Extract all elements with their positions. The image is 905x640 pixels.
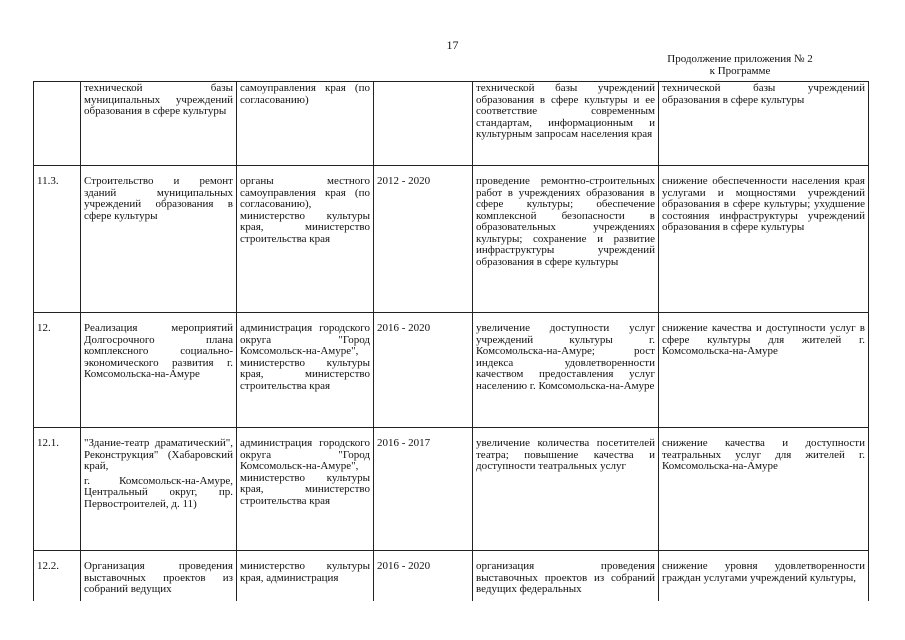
period: 2016 - 2020	[374, 313, 473, 428]
row-number: 12.1.	[34, 428, 81, 551]
expected-result: увеличение доступности услуг учреждений культуры г. Комсомольска-на-Амуре; рост индекса удовлетворенности качеством предоставления услуг населению г. Комсомольска-на-Амуре	[473, 313, 659, 428]
consequence: снижение качества и доступности услуг в сфере культуры для жителей г. Комсомольска-на-Амуре	[659, 313, 869, 428]
activity-name	[81, 428, 237, 551]
program-table	[33, 81, 869, 601]
appendix-continuation-note	[640, 53, 840, 77]
consequence: технической базы учреждений образования в сфере культуры	[659, 82, 869, 166]
row-number: 12.	[34, 313, 81, 428]
activity-name: Строительство и ремонт зданий муниципальных учреждений образования в сфере культуры	[81, 166, 237, 313]
table-row	[34, 82, 869, 166]
activity-name: технической базы муниципальных учреждений образования в сфере культуры	[81, 82, 237, 166]
table-row	[34, 313, 869, 428]
executors: министерство культуры края, администрация	[237, 551, 374, 602]
continuation-line-1: Продолжение приложения № 2	[667, 53, 813, 65]
table-row	[34, 428, 869, 551]
activity-name-line-2: г. Комсомольск-на-Амуре, Центральный округ, пр. Первостроителей, д. 11)	[84, 474, 233, 510]
executors: администрация городского округа "Город Комсомольск-на-Амуре", министерство культуры края, министерство строительства края	[237, 428, 374, 551]
executors: органы местного самоуправления края (по согласованию), министерство культуры края, министерство строительства края	[237, 166, 374, 313]
consequence: снижение качества и доступности театральных услуг для жителей г. Комсомольска-на-Амуре	[659, 428, 869, 551]
period: 2012 - 2020	[374, 166, 473, 313]
executors: самоуправления края (по согласованию)	[237, 82, 374, 166]
consequence: снижение обеспеченности населения края услугами и мощностями учреждений образования в сфере культуры; ухудшение состояния инфраструктуры учреждений образования в сфере культуры	[659, 166, 869, 313]
activity-name: Реализация мероприятий Долгосрочного плана комплексного социально-экономического развития г. Комсомольска-на-Амуре	[81, 313, 237, 428]
table-row	[34, 551, 869, 602]
row-number	[34, 82, 81, 166]
activity-name-line-1: "Здание-театр драматический", Реконструкция" (Хабаровский край,	[84, 437, 233, 472]
continuation-line-2: к Программе	[709, 65, 771, 77]
period: 2016 - 2020	[374, 551, 473, 602]
table-row	[34, 166, 869, 313]
period: 2016 - 2017	[374, 428, 473, 551]
page-number: 17	[446, 38, 459, 52]
expected-result: технической базы учреждений образования в сфере культуры и ее соответствие современным стандартам, информационным и культурным запросам населения края	[473, 82, 659, 166]
consequence: снижение уровня удовлетворенности граждан услугами учреждений культуры,	[659, 551, 869, 602]
expected-result: организация проведения выставочных проектов из собраний ведущих федеральных	[473, 551, 659, 602]
period	[374, 82, 473, 166]
activity-name: Организация проведения выставочных проектов из собраний ведущих	[81, 551, 237, 602]
expected-result: увеличение количества посетителей театра; повышение качества и доступности театральных услуг	[473, 428, 659, 551]
expected-result: проведение ремонтно-строительных работ в учреждениях образования в сфере культуры; обеспечение комплексной безопасности в образовательных учреждениях культуры; сохранение и развитие инфраструктуры учреждений образования в сфере культуры	[473, 166, 659, 313]
row-number: 11.3.	[34, 166, 81, 313]
executors: администрация городского округа "Город Комсомольск-на-Амуре", министерство культуры края, министерство строительства края	[237, 313, 374, 428]
row-number: 12.2.	[34, 551, 81, 602]
